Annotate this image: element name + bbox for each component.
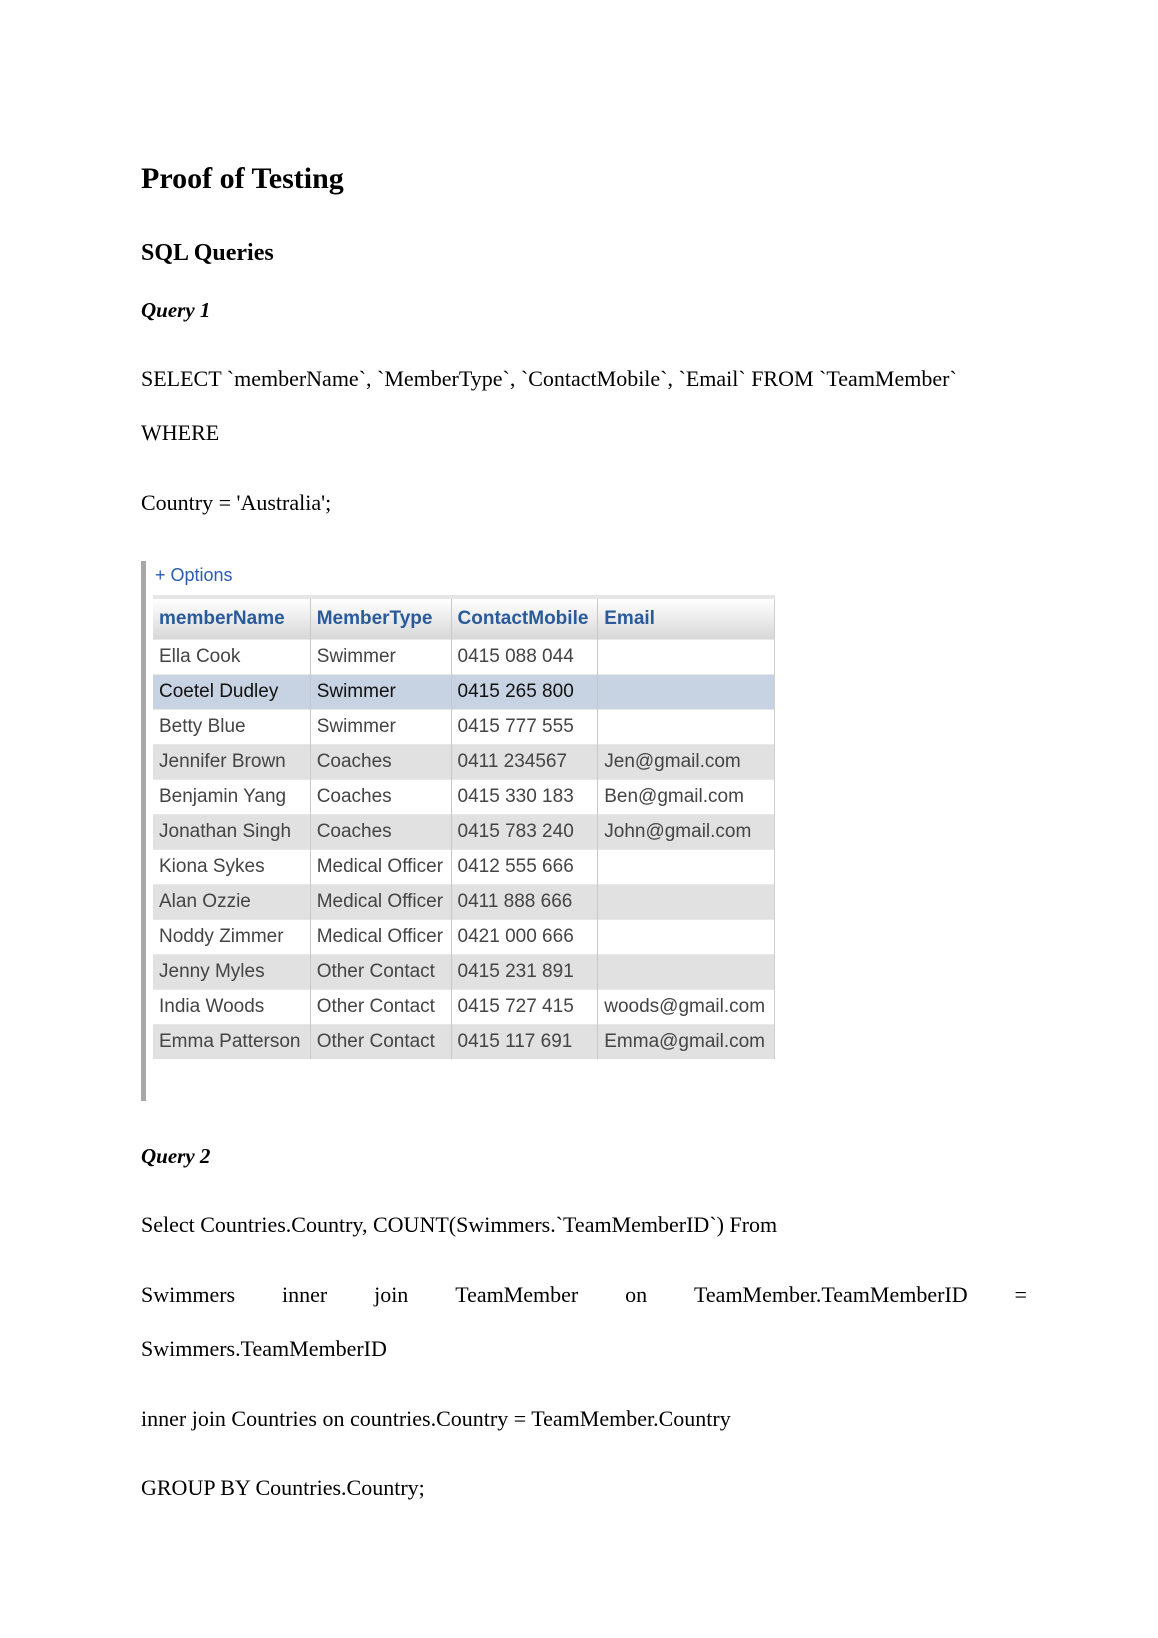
- cell-email: Ben@gmail.com: [598, 780, 775, 815]
- query1-line2: WHERE: [141, 420, 220, 445]
- cell-email: [598, 850, 775, 885]
- cell-membername: Kiona Sykes: [153, 850, 310, 885]
- table-row[interactable]: [153, 850, 775, 885]
- query2-line2-word: inner: [282, 1282, 328, 1307]
- cell-membertype: Medical Officer: [310, 885, 451, 920]
- cell-membertype: Swimmer: [310, 675, 451, 710]
- cell-contactmobile: 0415 265 800: [451, 675, 598, 710]
- query-result-grid: [141, 561, 775, 1101]
- cell-membername: Noddy Zimmer: [153, 920, 310, 955]
- query1-line1: SELECT `memberName`, `MemberType`, `ContactMobile`, `Email` FROM `TeamMember`: [141, 366, 957, 391]
- cell-email: woods@gmail.com: [598, 990, 775, 1025]
- column-header-membername[interactable]: memberName: [153, 597, 310, 640]
- cell-membertype: Medical Officer: [310, 920, 451, 955]
- cell-membertype: Coaches: [310, 745, 451, 780]
- table-row[interactable]: [153, 920, 775, 955]
- query2-line4: inner join Countries on countries.Country = TeamMember.Country: [141, 1406, 731, 1431]
- cell-membername: Jennifer Brown: [153, 745, 310, 780]
- query2-line2-word: on: [625, 1282, 648, 1307]
- result-table-body: [153, 640, 775, 1060]
- cell-email: [598, 955, 775, 990]
- page-title: Proof of Testing: [141, 162, 344, 195]
- cell-contactmobile: 0415 088 044: [451, 640, 598, 675]
- query1-heading: Query 1: [141, 298, 211, 322]
- cell-membername: Betty Blue: [153, 710, 310, 745]
- table-row[interactable]: [153, 710, 775, 745]
- cell-email: [598, 920, 775, 955]
- table-row[interactable]: [153, 885, 775, 920]
- result-table: [153, 595, 775, 1059]
- cell-membertype: Swimmer: [310, 710, 451, 745]
- column-header-email[interactable]: Email: [598, 597, 775, 640]
- cell-membertype: Other Contact: [310, 955, 451, 990]
- cell-membername: India Woods: [153, 990, 310, 1025]
- query2-line2-word: Swimmers: [141, 1282, 236, 1307]
- table-row[interactable]: [153, 675, 775, 710]
- cell-email: [598, 640, 775, 675]
- section-heading: SQL Queries: [141, 240, 274, 266]
- cell-membername: Ella Cook: [153, 640, 310, 675]
- cell-contactmobile: 0415 231 891: [451, 955, 598, 990]
- table-row[interactable]: [153, 745, 775, 780]
- table-row[interactable]: [153, 780, 775, 815]
- cell-contactmobile: 0411 234567: [451, 745, 598, 780]
- column-header-membertype[interactable]: MemberType: [310, 597, 451, 640]
- cell-contactmobile: 0415 117 691: [451, 1025, 598, 1060]
- query1-line3: Country = 'Australia';: [141, 490, 332, 515]
- cell-membertype: Swimmer: [310, 640, 451, 675]
- table-row[interactable]: [153, 815, 775, 850]
- cell-membertype: Coaches: [310, 780, 451, 815]
- cell-contactmobile: 0421 000 666: [451, 920, 598, 955]
- query2-line2-word: TeamMember.TeamMemberID: [694, 1282, 968, 1307]
- cell-email: [598, 710, 775, 745]
- cell-membertype: Other Contact: [310, 990, 451, 1025]
- cell-membertype: Other Contact: [310, 1025, 451, 1060]
- cell-membername: Jonathan Singh: [153, 815, 310, 850]
- options-link[interactable]: + Options: [155, 565, 233, 585]
- query2-heading: Query 2: [141, 1144, 211, 1168]
- table-row[interactable]: [153, 640, 775, 675]
- cell-membertype: Coaches: [310, 815, 451, 850]
- table-row[interactable]: [153, 990, 775, 1025]
- query2-line2-word: join: [374, 1282, 409, 1307]
- query2-line2-word: =: [1014, 1282, 1027, 1307]
- cell-membername: Emma Patterson: [153, 1025, 310, 1060]
- cell-email: Emma@gmail.com: [598, 1025, 775, 1060]
- cell-membername: Jenny Myles: [153, 955, 310, 990]
- query2-line2-word: TeamMember: [455, 1282, 579, 1307]
- query2-line2: [141, 1282, 1027, 1308]
- cell-email: John@gmail.com: [598, 815, 775, 850]
- cell-contactmobile: 0415 777 555: [451, 710, 598, 745]
- cell-contactmobile: 0415 727 415: [451, 990, 598, 1025]
- result-header-row: [153, 597, 775, 640]
- cell-email: [598, 675, 775, 710]
- cell-membername: Benjamin Yang: [153, 780, 310, 815]
- result-left-border: [141, 561, 146, 1101]
- cell-membertype: Medical Officer: [310, 850, 451, 885]
- cell-email: [598, 885, 775, 920]
- query2-line5: GROUP BY Countries.Country;: [141, 1475, 425, 1500]
- cell-contactmobile: 0415 783 240: [451, 815, 598, 850]
- column-header-contactmobile[interactable]: ContactMobile: [451, 597, 598, 640]
- cell-email: Jen@gmail.com: [598, 745, 775, 780]
- cell-membername: Alan Ozzie: [153, 885, 310, 920]
- table-row[interactable]: [153, 955, 775, 990]
- query2-line1: Select Countries.Country, COUNT(Swimmers.`TeamMemberID`) From: [141, 1212, 778, 1237]
- cell-contactmobile: 0415 330 183: [451, 780, 598, 815]
- cell-contactmobile: 0412 555 666: [451, 850, 598, 885]
- cell-contactmobile: 0411 888 666: [451, 885, 598, 920]
- cell-membername: Coetel Dudley: [153, 675, 310, 710]
- table-row[interactable]: [153, 1025, 775, 1060]
- query2-line3: Swimmers.TeamMemberID: [141, 1336, 387, 1361]
